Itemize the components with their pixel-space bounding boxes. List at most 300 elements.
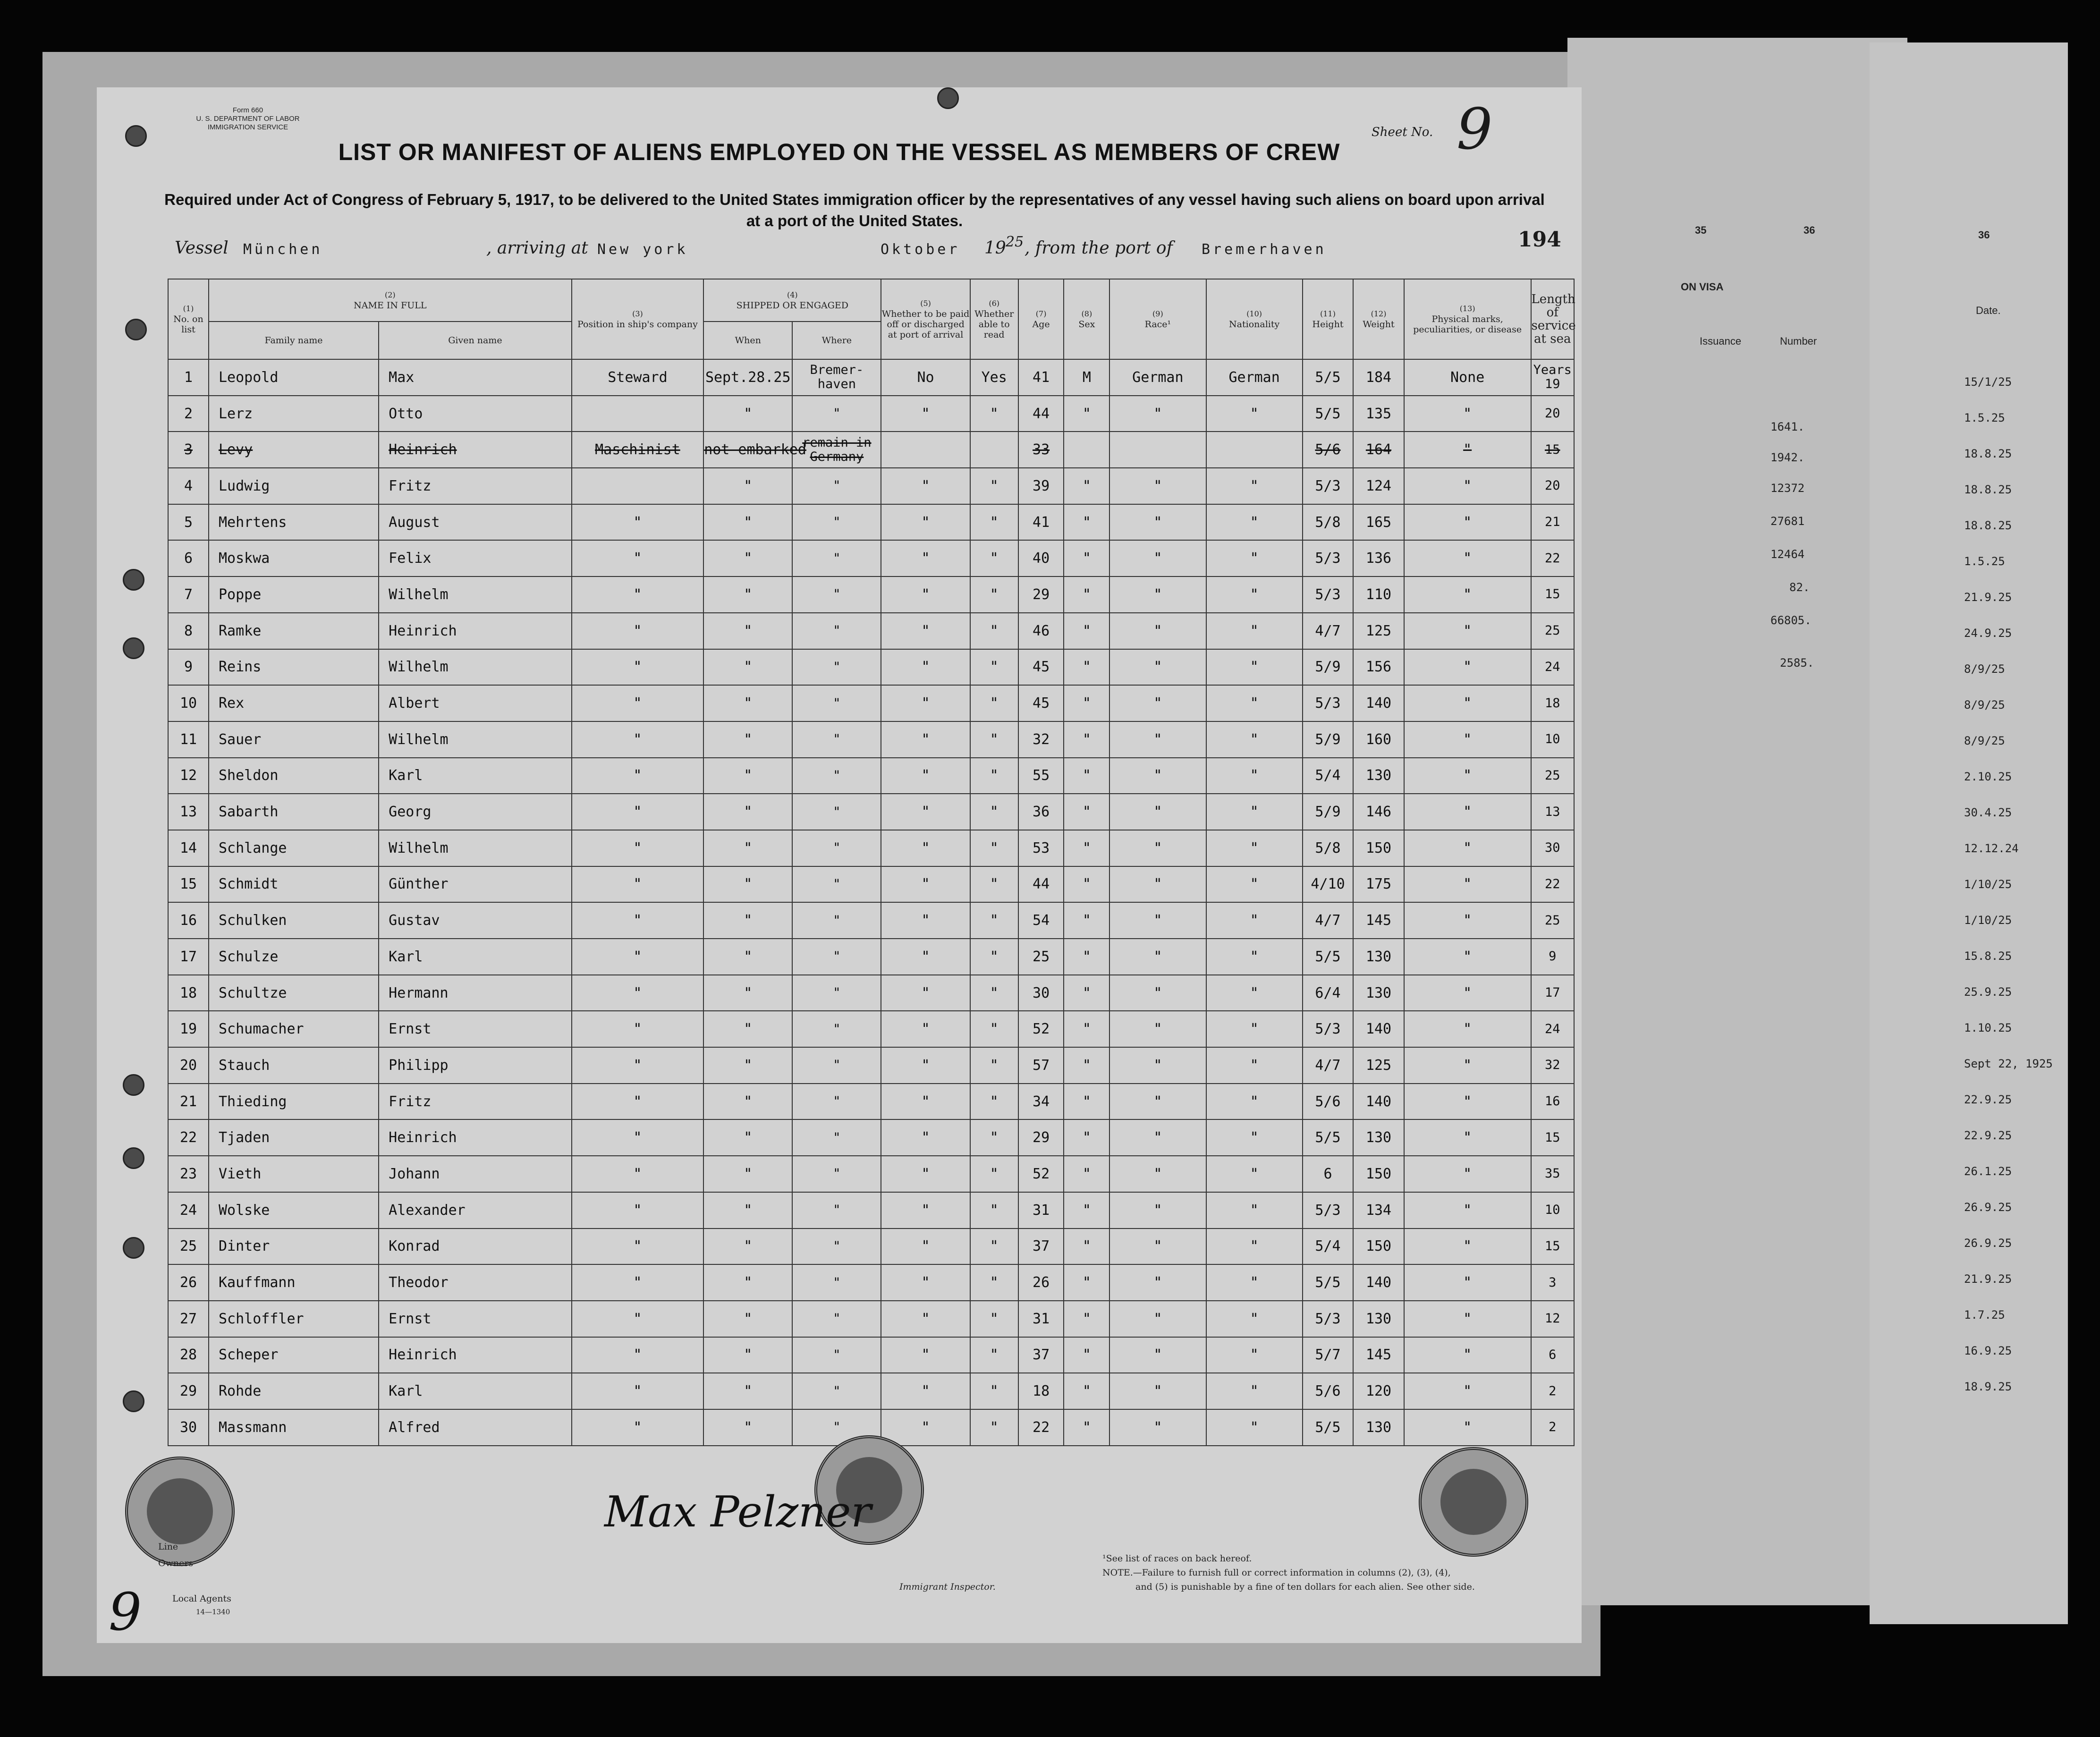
cell-paid [881,432,970,468]
visa-date: 2.10.25 [1964,770,2012,783]
cell-read: " [970,939,1018,975]
cell-service: 35 [1531,1156,1574,1192]
table-row [168,396,1574,432]
cell-family: Rex [209,685,379,721]
cell-given: Wilhelm [379,649,572,686]
cell-service: 2 [1531,1409,1574,1446]
cell-race: " [1109,1373,1206,1409]
cell-paid: " [881,1119,970,1156]
cell-given: Albert [379,685,572,721]
cell-read: " [970,866,1018,903]
cell-given: Max [379,359,572,396]
cell-read: " [970,685,1018,721]
cell-no: 16 [168,902,209,939]
line-label: Line [158,1542,178,1552]
cell-where: " [792,794,881,830]
cell-where: " [792,758,881,794]
cell-age: 39 [1018,468,1064,504]
cell-marks: " [1404,1301,1531,1337]
cell-height: 5/6 [1303,432,1354,468]
cell-given: Konrad [379,1229,572,1265]
cell-no: 6 [168,540,209,576]
cell-family: Sabarth [209,794,379,830]
inspector-signature: Max Pelzner [604,1487,872,1537]
table-row [168,830,1574,866]
visa-date: 1/10/25 [1964,914,2012,927]
cell-position: " [572,1119,704,1156]
cell-position: " [572,1301,704,1337]
cell-family: Sauer [209,721,379,758]
visa-date: 22.9.25 [1964,1093,2012,1106]
cell-height: 4/7 [1303,1047,1354,1084]
cell-paid: " [881,396,970,432]
cell-where: " [792,1337,881,1373]
cell-position: " [572,1047,704,1084]
cell-paid: " [881,1409,970,1446]
cell-nationality: " [1206,1373,1303,1409]
cell-race: " [1109,866,1206,903]
form-header [172,106,323,132]
cell-when: " [703,866,792,903]
cell-service: 9 [1531,939,1574,975]
cell-read: " [970,1047,1018,1084]
cell-read: " [970,1373,1018,1409]
cell-weight: 145 [1353,902,1404,939]
visa-date: 1.5.25 [1964,555,2005,568]
local-agents-label: Local Agents [172,1593,231,1604]
cell-service: 3 [1531,1264,1574,1301]
cell-paid: " [881,866,970,903]
cell-position: " [572,902,704,939]
table-row [168,1192,1574,1229]
cell-no: 17 [168,939,209,975]
cell-position: " [572,866,704,903]
cell-service: 2 [1531,1373,1574,1409]
table-row [168,1264,1574,1301]
cell-when: " [703,540,792,576]
cell-family: Vieth [209,1156,379,1192]
year-suffix: 25 [1006,234,1024,250]
cell-position [572,468,704,504]
cell-height: 6 [1303,1156,1354,1192]
background-page-dates [1870,42,2068,1624]
col-name-header: (2) NAME IN FULL [209,279,572,322]
cell-family: Kauffmann [209,1264,379,1301]
cell-nationality: " [1206,649,1303,686]
punch-hole [123,1147,144,1169]
cell-race: " [1109,576,1206,613]
cell-weight: 164 [1353,432,1404,468]
cell-family: Leopold [209,359,379,396]
cell-weight: 150 [1353,1229,1404,1265]
cell-nationality: " [1206,1084,1303,1120]
cell-weight: 150 [1353,830,1404,866]
cell-race: " [1109,613,1206,649]
cell-race [1109,432,1206,468]
table-row [168,1337,1574,1373]
visa-number: 2585. [1780,656,1814,669]
cell-service: Years 19 [1531,359,1574,396]
cell-paid: " [881,939,970,975]
cell-age: 34 [1018,1084,1064,1120]
cell-read: " [970,576,1018,613]
cell-read: " [970,396,1018,432]
background-page-visa [1567,38,1907,1605]
cell-age: 29 [1018,576,1064,613]
cell-nationality: " [1206,866,1303,903]
cell-weight: 130 [1353,1119,1404,1156]
cell-when: " [703,1229,792,1265]
cell-service: 24 [1531,649,1574,686]
cell-no: 1 [168,359,209,396]
cell-marks: " [1404,975,1531,1011]
col-paid-header: (5) Whether to be paid off or discharged at port of arrival [881,279,970,359]
cell-position: " [572,1084,704,1120]
cell-position: Maschinist [572,432,704,468]
form-number: Form 660 [232,106,263,114]
cell-sex: " [1064,1011,1109,1047]
cell-marks: " [1404,1084,1531,1120]
cell-age: 52 [1018,1011,1064,1047]
cell-weight: 130 [1353,758,1404,794]
cell-no: 14 [168,830,209,866]
cell-family: Lerz [209,396,379,432]
cell-race: " [1109,902,1206,939]
dates-col-c: 36 [1978,229,1990,241]
cell-given: Günther [379,866,572,903]
cell-nationality: " [1206,721,1303,758]
cell-given: Fritz [379,1084,572,1120]
cell-sex: " [1064,1084,1109,1120]
visa-date: 8/9/25 [1964,698,2005,712]
col-read-header: (6) Whether able to read [970,279,1018,359]
cell-nationality: " [1206,1409,1303,1446]
table-row [168,721,1574,758]
cell-given: Karl [379,758,572,794]
cell-height: 5/3 [1303,1301,1354,1337]
cell-height: 5/5 [1303,1119,1354,1156]
punch-hole [937,87,959,109]
cell-read: " [970,1264,1018,1301]
cell-age: 32 [1018,721,1064,758]
cell-given: Wilhelm [379,830,572,866]
cell-when: " [703,613,792,649]
visa-date: 18.8.25 [1964,483,2012,496]
cell-race: " [1109,975,1206,1011]
cell-when: " [703,1301,792,1337]
cell-marks: " [1404,1192,1531,1229]
table-row [168,432,1574,468]
visa-date: 8/9/25 [1964,662,2005,676]
cell-age: 18 [1018,1373,1064,1409]
cell-position: " [572,613,704,649]
cell-race: " [1109,1084,1206,1120]
table-row [168,1119,1574,1156]
cell-given: Alfred [379,1409,572,1446]
cell-service: 10 [1531,721,1574,758]
cell-marks: " [1404,866,1531,903]
cell-when: " [703,794,792,830]
cell-age: 57 [1018,1047,1064,1084]
cell-position: " [572,1192,704,1229]
cell-age: 37 [1018,1229,1064,1265]
cell-paid: " [881,649,970,686]
cell-nationality: " [1206,902,1303,939]
cell-height: 5/3 [1303,1011,1354,1047]
cell-weight: 120 [1353,1373,1404,1409]
table-row [168,685,1574,721]
cell-nationality: " [1206,685,1303,721]
cell-no: 18 [168,975,209,1011]
cell-family: Tjaden [209,1119,379,1156]
cell-sex: " [1064,721,1109,758]
cell-paid: " [881,794,970,830]
table-row [168,504,1574,541]
page-subtitle: Required under Act of Congress of February 5, 1917, to be delivered to the United States immigration officer by the representatives of any vessel having such aliens on board upon arrival at a port of the United States. [164,191,1545,229]
cell-sex: " [1064,939,1109,975]
cell-position: " [572,1337,704,1373]
cell-sex: " [1064,1192,1109,1229]
cell-no: 8 [168,613,209,649]
cell-when: " [703,1119,792,1156]
cell-paid: " [881,758,970,794]
cell-when: " [703,975,792,1011]
cell-where: " [792,1264,881,1301]
manifest-sheet [97,87,1582,1643]
cell-sex: " [1064,1229,1109,1265]
visa-date: 15/1/25 [1964,375,2012,389]
cell-family: Schlange [209,830,379,866]
cell-given: Heinrich [379,1119,572,1156]
cell-no: 30 [168,1409,209,1446]
cell-given: Georg [379,794,572,830]
cell-sex: " [1064,1337,1109,1373]
cell-position: " [572,794,704,830]
cell-age: 41 [1018,504,1064,541]
cell-position [572,396,704,432]
cell-service: 20 [1531,396,1574,432]
cell-read: " [970,721,1018,758]
cell-marks: " [1404,1047,1531,1084]
cell-nationality [1206,432,1303,468]
cell-weight: 150 [1353,1156,1404,1192]
cell-service: 15 [1531,432,1574,468]
cell-no: 9 [168,649,209,686]
cell-service: 12 [1531,1301,1574,1337]
table-row [168,1084,1574,1120]
cell-position: " [572,1156,704,1192]
cell-marks: " [1404,794,1531,830]
cell-no: 3 [168,432,209,468]
cell-position: " [572,830,704,866]
cell-marks: " [1404,613,1531,649]
cell-height: 5/5 [1303,939,1354,975]
cell-when: " [703,1409,792,1446]
cell-age: 30 [1018,975,1064,1011]
cell-age: 44 [1018,866,1064,903]
cell-when: " [703,758,792,794]
cell-sex: " [1064,1156,1109,1192]
cell-position: " [572,975,704,1011]
cell-weight: 140 [1353,1084,1404,1120]
cell-marks: " [1404,540,1531,576]
cell-sex: " [1064,830,1109,866]
cell-family: Schumacher [209,1011,379,1047]
cell-height: 5/9 [1303,721,1354,758]
visa-date: 1.10.25 [1964,1021,2012,1034]
cell-sex: " [1064,975,1109,1011]
table-row [168,1011,1574,1047]
cell-read: " [970,468,1018,504]
cell-weight: 130 [1353,1301,1404,1337]
cell-marks: " [1404,432,1531,468]
cell-weight: 134 [1353,1192,1404,1229]
cell-race: " [1109,1229,1206,1265]
cell-height: 5/6 [1303,1373,1354,1409]
cell-marks: " [1404,830,1531,866]
page-number: 194 [1518,228,1561,252]
cell-sex [1064,432,1109,468]
visa-date: 26.9.25 [1964,1237,2012,1250]
cell-weight: 160 [1353,721,1404,758]
cell-nationality: " [1206,1156,1303,1192]
cell-race: " [1109,1337,1206,1373]
cell-given: Wilhelm [379,721,572,758]
cell-nationality: " [1206,1337,1303,1373]
cell-given: Karl [379,1373,572,1409]
cell-given: Gustav [379,902,572,939]
consulate-seal [1419,1447,1528,1557]
visa-col-a: 35 [1695,224,1707,236]
cell-read: " [970,613,1018,649]
cell-height: 5/9 [1303,794,1354,830]
cell-where: " [792,1047,881,1084]
cell-height: 5/8 [1303,504,1354,541]
cell-sex: " [1064,576,1109,613]
cell-family: Poppe [209,576,379,613]
cell-height: 5/3 [1303,685,1354,721]
cell-service: 6 [1531,1337,1574,1373]
cell-given: Heinrich [379,432,572,468]
cell-no: 13 [168,794,209,830]
form-dept: U. S. DEPARTMENT OF LABOR [196,115,300,123]
cell-age: 53 [1018,830,1064,866]
cell-height: 6/4 [1303,975,1354,1011]
visa-number-header: Number [1780,335,1817,347]
cell-nationality: " [1206,1119,1303,1156]
cell-height: 5/4 [1303,1229,1354,1265]
cell-age: 46 [1018,613,1064,649]
cell-race: " [1109,721,1206,758]
races-note: ¹See list of races on back hereof. [1102,1553,1252,1564]
table-row [168,939,1574,975]
cell-read: " [970,1156,1018,1192]
from-label: , from the port of [1025,238,1173,258]
cell-sex: M [1064,359,1109,396]
cell-age: 52 [1018,1156,1064,1192]
cell-nationality: German [1206,359,1303,396]
cell-race: " [1109,939,1206,975]
cell-read: " [970,1119,1018,1156]
cell-when: " [703,1047,792,1084]
cell-nationality: " [1206,1047,1303,1084]
visa-number: 82. [1789,581,1810,594]
cell-where: " [792,1229,881,1265]
cell-weight: 140 [1353,1011,1404,1047]
cell-read: " [970,794,1018,830]
year-prefix: 19 [984,238,1006,258]
cell-read: Yes [970,359,1018,396]
cell-read: " [970,758,1018,794]
punch-hole [123,569,144,591]
cell-race: " [1109,830,1206,866]
cell-position: " [572,1229,704,1265]
cell-when: " [703,830,792,866]
cell-weight: 130 [1353,1409,1404,1446]
visa-date: 26.1.25 [1964,1165,2012,1178]
cell-nationality: " [1206,540,1303,576]
cell-marks: " [1404,1156,1531,1192]
cell-when: " [703,1264,792,1301]
visa-label: ON VISA [1681,281,1724,293]
cell-given: Wilhelm [379,576,572,613]
fine-note: NOTE.—Failure to furnish full or correct information in columns (2), (3), (4), [1102,1568,1451,1578]
header-row [168,279,1574,322]
cell-family: Sheldon [209,758,379,794]
table-row [168,1047,1574,1084]
cell-given: Fritz [379,468,572,504]
table-row [168,540,1574,576]
cell-sex: " [1064,649,1109,686]
cell-position: " [572,1409,704,1446]
cell-weight: 125 [1353,1047,1404,1084]
cell-service: 24 [1531,1011,1574,1047]
cell-read: " [970,540,1018,576]
cell-read: " [970,1011,1018,1047]
cell-family: Scheper [209,1337,379,1373]
cell-service: 20 [1531,468,1574,504]
cell-age: 36 [1018,794,1064,830]
table-row [168,758,1574,794]
arriving-label: , arriving at [486,238,588,258]
cell-read: " [970,902,1018,939]
visa-col-b: 36 [1804,224,1815,236]
cell-position: " [572,1264,704,1301]
family-name-header: Family name [209,322,379,359]
cell-when: " [703,1084,792,1120]
cell-position: " [572,758,704,794]
table-row [168,1301,1574,1337]
cell-weight: 140 [1353,1264,1404,1301]
cell-paid: " [881,468,970,504]
cell-given: Felix [379,540,572,576]
cell-no: 25 [168,1229,209,1265]
cell-weight: 110 [1353,576,1404,613]
cell-paid: " [881,1047,970,1084]
cell-marks: " [1404,649,1531,686]
cell-nationality: " [1206,504,1303,541]
cell-where: " [792,902,881,939]
cell-given: Ernst [379,1301,572,1337]
cell-no: 10 [168,685,209,721]
when-header: When [703,322,792,359]
table-row [168,794,1574,830]
cell-race: " [1109,1264,1206,1301]
cell-given: Otto [379,396,572,432]
cell-paid: " [881,1192,970,1229]
cell-age: 41 [1018,359,1064,396]
cell-weight: 156 [1353,649,1404,686]
